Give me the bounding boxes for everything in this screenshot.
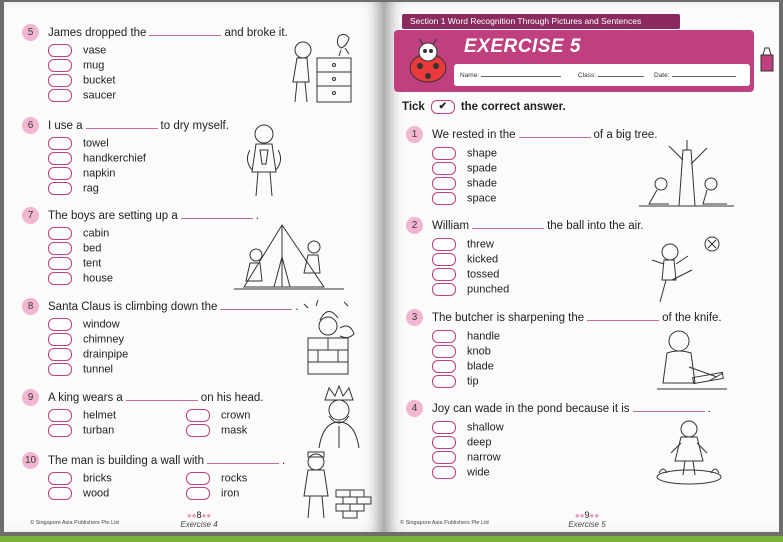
option-checkbox[interactable]: drainpipe	[48, 348, 128, 361]
boy-with-towel-illustration	[236, 120, 296, 200]
girl-wading-pond-illustration	[649, 417, 729, 487]
ladybug-mascot-icon	[400, 38, 456, 88]
answer-blank	[472, 218, 544, 229]
question-number: 4	[406, 400, 423, 417]
question-text: William the ball into the air.	[432, 220, 644, 232]
question-number: 8	[22, 298, 39, 315]
option-checkbox[interactable]: saucer	[48, 89, 116, 102]
page-footer: ●●8●● Exercise 4	[164, 510, 234, 529]
option-checkbox[interactable]: space	[432, 192, 496, 205]
section-title: Section 1 Word Recognition Through Pictures and Sentences	[402, 14, 680, 29]
question-text: The butcher is sharpening the of the knife.	[432, 312, 722, 324]
copyright-text: © Singapore Asia Publishers Pte Ltd	[30, 520, 119, 526]
king-crown-illustration	[309, 382, 369, 450]
question-text: Joy can wade in the pond because it is .	[432, 403, 711, 415]
man-building-wall-illustration	[286, 450, 376, 520]
question-text: Santa Claus is climbing down the .	[48, 301, 299, 313]
question-number: 2	[406, 217, 423, 234]
option-checkbox[interactable]: rag	[48, 182, 99, 195]
option-checkbox[interactable]: cabin	[48, 227, 109, 240]
resting-under-tree-illustration	[639, 140, 734, 208]
option-checkbox[interactable]: window	[48, 318, 120, 331]
question-5	[22, 24, 322, 104]
question-text: A king wears a on his head.	[48, 392, 264, 404]
option-checkbox[interactable]: knob	[432, 345, 491, 358]
answer-blank	[149, 25, 221, 36]
option-checkbox[interactable]: shallow	[432, 421, 504, 434]
question-8	[22, 298, 322, 378]
option-checkbox[interactable]: shape	[432, 147, 497, 160]
option-checkbox[interactable]: tip	[432, 375, 479, 388]
option-checkbox[interactable]: crown	[186, 409, 250, 422]
question-number: 6	[22, 117, 39, 134]
question-text: James dropped the and broke it.	[48, 27, 288, 39]
option-checkbox[interactable]: bed	[48, 242, 101, 255]
question-9	[22, 389, 322, 449]
question-number: 3	[406, 309, 423, 326]
option-checkbox[interactable]: deep	[432, 436, 491, 449]
exercise-title: EXERCISE 5	[464, 36, 581, 57]
answer-blank	[519, 127, 591, 138]
option-checkbox[interactable]: punched	[432, 283, 509, 296]
question-number: 7	[22, 207, 39, 224]
page-number: 8	[196, 510, 202, 520]
option-checkbox[interactable]: napkin	[48, 167, 115, 180]
name-field[interactable]: Name:	[460, 70, 561, 79]
option-checkbox[interactable]: bricks	[48, 472, 112, 485]
option-checkbox[interactable]: vase	[48, 44, 106, 57]
answer-blank	[633, 401, 705, 412]
option-checkbox[interactable]: kicked	[432, 253, 498, 266]
binder-clip-icon	[759, 47, 775, 73]
option-checkbox[interactable]: handle	[432, 330, 500, 343]
option-checkbox[interactable]: house	[48, 272, 113, 285]
question-text: I use a to dry myself.	[48, 120, 229, 132]
right-page	[384, 2, 779, 532]
question-number: 5	[22, 24, 39, 41]
option-checkbox[interactable]: iron	[186, 487, 239, 500]
answer-blank	[126, 390, 198, 401]
option-checkbox[interactable]: tossed	[432, 268, 499, 281]
option-checkbox[interactable]: bucket	[48, 74, 115, 87]
page-label: Exercise 4	[180, 520, 218, 529]
option-checkbox[interactable]: chimney	[48, 333, 124, 346]
option-checkbox[interactable]: mug	[48, 59, 104, 72]
boy-dropping-vase-illustration	[279, 30, 369, 105]
date-field[interactable]: Date:	[654, 70, 736, 79]
boys-tent-illustration	[234, 217, 344, 292]
option-checkbox[interactable]: tunnel	[48, 363, 113, 376]
answer-blank	[207, 453, 279, 464]
option-checkbox[interactable]: threw	[432, 238, 494, 251]
exercise-banner	[394, 30, 754, 92]
answer-blank	[86, 118, 158, 129]
page-footer: ●●9●● Exercise 5	[552, 510, 622, 529]
option-checkbox[interactable]: tent	[48, 257, 101, 270]
option-checkbox[interactable]: wood	[48, 487, 109, 500]
question-10	[22, 452, 322, 502]
tick-example-icon: ✔	[431, 100, 455, 114]
option-checkbox[interactable]: mask	[186, 424, 247, 437]
answer-blank	[587, 310, 659, 321]
santa-chimney-illustration	[294, 298, 364, 378]
instruction: Tick ✔ the correct answer.	[402, 101, 566, 114]
option-checkbox[interactable]: towel	[48, 137, 109, 150]
option-checkbox[interactable]: rocks	[186, 472, 247, 485]
option-checkbox[interactable]: handkerchief	[48, 152, 146, 165]
question-text: The boys are setting up a .	[48, 210, 259, 222]
page-label: Exercise 5	[568, 520, 606, 529]
page-number: 9	[584, 510, 590, 520]
workbook-spread	[4, 2, 779, 532]
option-checkbox[interactable]: spade	[432, 162, 497, 175]
option-checkbox[interactable]: turban	[48, 424, 114, 437]
option-checkbox[interactable]: narrow	[432, 451, 501, 464]
question-number: 9	[22, 389, 39, 406]
green-ribbon	[0, 536, 783, 542]
student-info-strip	[454, 64, 750, 86]
copyright-text: © Singapore Asia Publishers Pte Ltd	[400, 520, 489, 526]
left-page	[4, 2, 384, 532]
option-checkbox[interactable]: wide	[432, 466, 490, 479]
boy-kicking-ball-illustration	[644, 234, 724, 306]
answer-blank	[220, 299, 292, 310]
question-number: 10	[22, 452, 39, 469]
option-checkbox[interactable]: blade	[432, 360, 494, 373]
question-text: The man is building a wall with .	[48, 455, 286, 467]
butcher-sharpening-knife-illustration	[649, 327, 729, 395]
question-number: 1	[406, 126, 423, 143]
question-text: We rested in the of a big tree.	[432, 129, 658, 141]
option-checkbox[interactable]: shade	[432, 177, 497, 190]
class-field[interactable]: Class:	[578, 70, 644, 79]
option-checkbox[interactable]: helmet	[48, 409, 116, 422]
